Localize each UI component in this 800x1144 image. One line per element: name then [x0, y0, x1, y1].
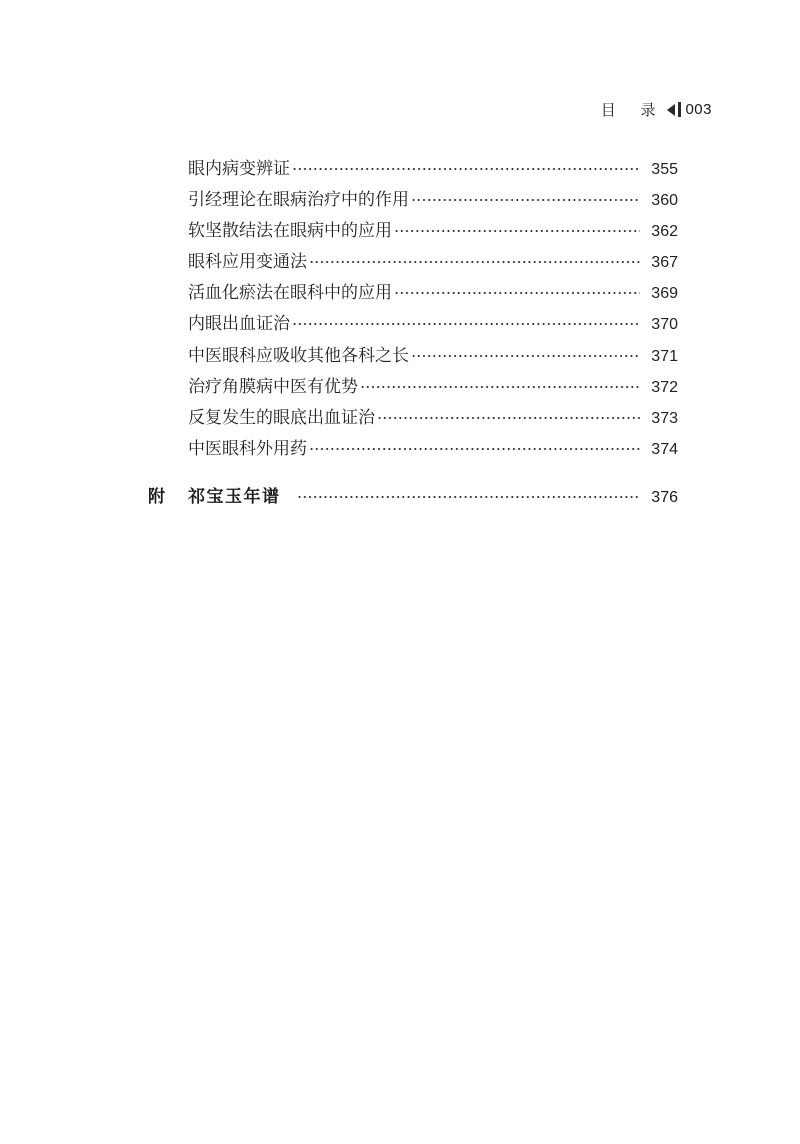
toc-entry[interactable] — [188, 185, 678, 216]
table-of-contents — [188, 154, 678, 465]
toc-entry[interactable] — [188, 278, 678, 309]
toc-entry-title: 治疗角膜病中医有优势 — [188, 376, 358, 397]
triangle-bar-marker-icon — [667, 102, 681, 117]
toc-entry-page: 373 — [651, 409, 678, 427]
dot-leader — [309, 448, 640, 450]
appendix-page: 376 — [651, 489, 678, 506]
toc-entry-title: 中医眼科外用药 — [188, 438, 307, 459]
toc-entry-title: 眼内病变辨证 — [188, 159, 290, 179]
dot-leader — [411, 355, 640, 357]
toc-entry-page: 360 — [651, 192, 678, 210]
toc-entry-page: 371 — [651, 347, 678, 365]
toc-entry-page: 362 — [651, 223, 678, 241]
toc-entry[interactable] — [188, 403, 678, 434]
toc-entry[interactable] — [188, 216, 678, 247]
toc-entry[interactable] — [188, 434, 678, 465]
header-section-title: 目 录 — [600, 101, 666, 119]
dot-leader — [394, 292, 640, 294]
dot-leader — [360, 386, 640, 388]
running-header — [601, 99, 712, 120]
dot-leader — [297, 496, 641, 498]
dot-leader — [394, 230, 640, 232]
dot-leader — [292, 323, 640, 325]
dot-leader — [309, 261, 640, 263]
toc-entry-page: 372 — [651, 378, 678, 396]
toc-entry[interactable] — [188, 247, 678, 278]
toc-appendix-entry[interactable] — [148, 482, 678, 513]
toc-entry-title: 引经理论在眼病治疗中的作用 — [188, 190, 409, 211]
header-page-number: 003 — [685, 101, 712, 118]
toc-entry-page: 374 — [651, 440, 678, 458]
toc-entry[interactable] — [188, 341, 678, 372]
toc-entry-title: 反复发生的眼底出血证治 — [188, 407, 375, 428]
dot-leader — [377, 417, 640, 419]
appendix-prefix: 附 — [148, 487, 165, 507]
toc-entry-page: 367 — [651, 254, 678, 272]
toc-entry-title: 中医眼科应吸收其他各科之长 — [188, 345, 409, 366]
dot-leader — [292, 168, 640, 170]
toc-entry-title: 内眼出血证治 — [188, 314, 290, 335]
toc-entry-page: 370 — [651, 316, 678, 334]
dot-leader — [411, 199, 640, 201]
toc-entry-title: 软坚散结法在眼病中的应用 — [188, 221, 392, 242]
toc-entry[interactable] — [188, 154, 678, 185]
toc-entry-title: 眼科应用变通法 — [188, 252, 307, 273]
toc-entry-title: 活血化瘀法在眼科中的应用 — [188, 283, 392, 304]
toc-entry-page: 355 — [651, 161, 678, 178]
appendix-title: 祁宝玉年谱 — [188, 487, 281, 507]
toc-entry-page: 369 — [651, 285, 678, 303]
toc-entry[interactable] — [188, 309, 678, 340]
toc-entry[interactable] — [188, 372, 678, 403]
